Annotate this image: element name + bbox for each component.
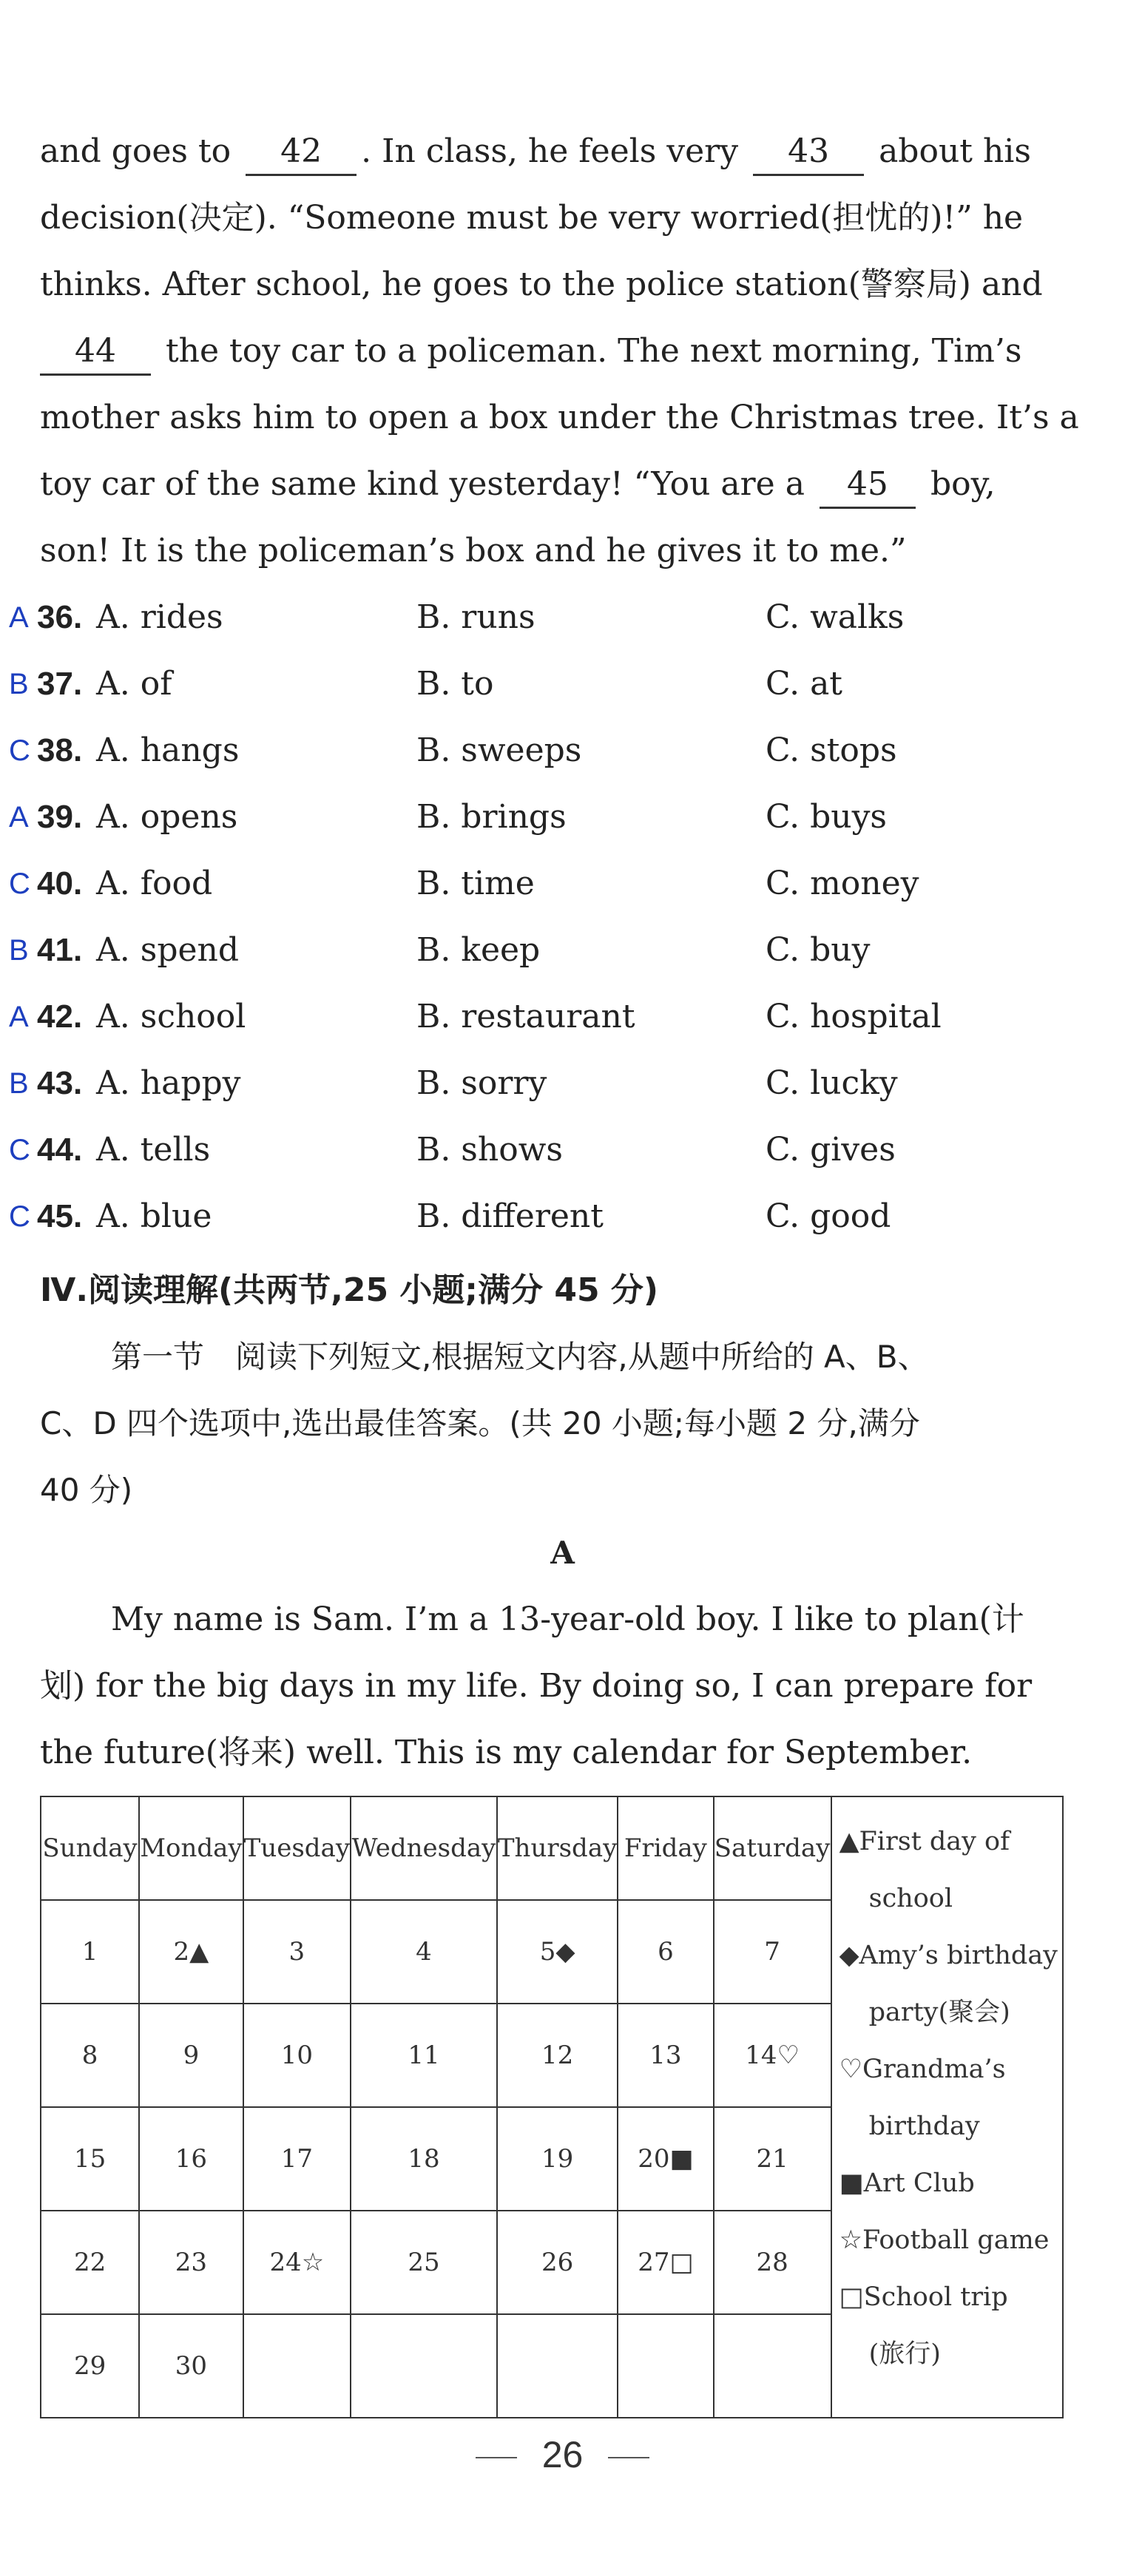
question-number: 37. [37, 666, 83, 702]
calendar-day: 3 [243, 1900, 351, 2004]
instruction-line: C、D 四个选项中,选出最佳答案。(共 20 小题;每小题 2 分,满分 [40, 1405, 920, 1441]
day-header: Saturday [714, 1796, 831, 1900]
day-header: Sunday [41, 1796, 139, 1900]
passage-line: the future(将来) well. This is my calendar for September. [40, 1734, 973, 1771]
calendar-day: 9 [139, 2004, 243, 2107]
option-c: C. hospital [766, 998, 942, 1035]
calendar-day [618, 2314, 713, 2418]
calendar-day: 5◆ [497, 1900, 618, 2004]
calendar-day: 19 [497, 2107, 618, 2211]
option-a: A. of [96, 665, 172, 703]
calendar-day [714, 2314, 831, 2418]
option-b: B. restaurant [416, 998, 635, 1035]
answer-letter: C [9, 1200, 30, 1233]
option-b: B. brings [416, 798, 567, 836]
calendar-day: 24☆ [243, 2211, 351, 2314]
page-footer [0, 2433, 1125, 2476]
passage-heading: A [550, 1535, 575, 1571]
blank-43: 43 [753, 129, 864, 176]
question-number: 45. [37, 1198, 83, 1234]
calendar-day: 28 [714, 2211, 831, 2314]
option-c: C. money [766, 865, 919, 902]
passage-line: mother asks him to open a box under the Christmas tree. It’s a [40, 399, 1079, 436]
calendar-day: 23 [139, 2211, 243, 2314]
page-number: 26 [541, 2434, 584, 2475]
legend-item: ■Art Club [839, 2168, 975, 2198]
answer-letter: C [9, 868, 30, 900]
passage-line: thinks. After school, he goes to the police station(警察局) and [40, 266, 1043, 303]
legend-item: ▲First day of [839, 1827, 1010, 1856]
day-header: Tuesday [243, 1796, 351, 1900]
calendar-day [243, 2314, 351, 2418]
option-a: A. opens [96, 798, 238, 836]
calendar-day: 27□ [618, 2211, 713, 2314]
answer-letter: B [9, 934, 29, 967]
option-b: B. time [416, 865, 535, 902]
question-row [0, 784, 1125, 851]
answer-letter: B [9, 1067, 29, 1100]
day-header: Wednesday [351, 1796, 497, 1900]
question-number: 40. [37, 865, 83, 902]
option-a: A. school [96, 998, 246, 1035]
option-a: A. blue [96, 1197, 212, 1235]
passage-a [40, 1586, 1068, 1786]
option-a: A. tells [96, 1131, 211, 1169]
question-row [0, 851, 1125, 917]
option-c: C. walks [766, 598, 905, 636]
calendar-day: 25 [351, 2211, 497, 2314]
passage-line: 44 the toy car to a policeman. The next morning, Tim’s [40, 318, 1068, 385]
option-b: B. to [416, 665, 494, 703]
option-b: B. shows [416, 1131, 563, 1169]
answer-letter: A [9, 1001, 29, 1033]
answer-letter: C [9, 1134, 30, 1166]
legend-item: □School trip [839, 2282, 1008, 2312]
question-row [0, 651, 1125, 717]
legend-item: school [868, 1884, 953, 1913]
calendar-day: 30 [139, 2314, 243, 2418]
option-c: C. lucky [766, 1064, 898, 1102]
passage-line: decision(决定). “Someone must be very worried(担忧的)!” he [40, 199, 1024, 237]
option-a: A. happy [96, 1064, 241, 1102]
passage-line: and goes to 42 . In class, he feels very 43 about his [40, 118, 1068, 185]
calendar-day: 18 [351, 2107, 497, 2211]
calendar-day: 17 [243, 2107, 351, 2211]
calendar-header-row [41, 1796, 1063, 1900]
option-b: B. different [416, 1197, 604, 1235]
blank-45: 45 [820, 462, 916, 509]
option-c: C. stops [766, 731, 897, 769]
footer-dash [608, 2457, 649, 2458]
section-instructions [40, 1324, 1068, 1524]
question-number: 44. [37, 1132, 83, 1168]
passage-line: son! It is the policeman’s box and he gives it to me.” [40, 532, 907, 569]
calendar-day [497, 2314, 618, 2418]
option-c: C. buy [766, 931, 871, 969]
question-row [0, 984, 1125, 1050]
blank-44: 44 [40, 329, 151, 376]
question-number: 36. [37, 599, 83, 635]
legend-item: ◆Amy’s birthday [839, 1941, 1058, 1970]
option-a: A. rides [96, 598, 223, 636]
day-header: Monday [139, 1796, 243, 1900]
passage-line: My name is Sam. I’m a 13-year-old boy. I like to plan(计 [111, 1600, 1024, 1638]
september-calendar [40, 1796, 1064, 2418]
option-a: A. hangs [96, 731, 240, 769]
calendar-day: 2▲ [139, 1900, 243, 2004]
instruction-line: 40 分) [40, 1472, 133, 1508]
question-row [0, 1050, 1125, 1117]
question-row [0, 917, 1125, 984]
calendar-day: 21 [714, 2107, 831, 2211]
calendar-day: 8 [41, 2004, 139, 2107]
question-row [0, 1117, 1125, 1183]
question-number: 39. [37, 799, 83, 835]
answer-letter: C [9, 734, 30, 767]
option-b: B. keep [416, 931, 541, 969]
answer-letter: A [9, 801, 29, 834]
calendar-day: 20■ [618, 2107, 713, 2211]
question-number: 42. [37, 998, 83, 1035]
instruction-line: 第一节 阅读下列短文,根据短文内容,从题中所给的 A、B、 [111, 1339, 929, 1375]
question-number: 41. [37, 932, 83, 968]
option-a: A. food [96, 865, 213, 902]
answer-letter: B [9, 668, 29, 700]
calendar-day: 1 [41, 1900, 139, 2004]
day-header: Friday [618, 1796, 713, 1900]
calendar-day: 16 [139, 2107, 243, 2211]
calendar-day: 26 [497, 2211, 618, 2314]
passage-line: toy car of the same kind yesterday! “You are a 45 boy, [40, 451, 1068, 518]
option-c: C. buys [766, 798, 888, 836]
calendar-day: 14♡ [714, 2004, 831, 2107]
option-c: C. gives [766, 1131, 896, 1169]
calendar-day: 22 [41, 2211, 139, 2314]
option-b: B. sweeps [416, 731, 582, 769]
calendar-day: 15 [41, 2107, 139, 2211]
legend-item: birthday [868, 2112, 980, 2141]
calendar-day: 4 [351, 1900, 497, 2004]
day-header: Thursday [497, 1796, 618, 1900]
option-c: C. at [766, 665, 842, 703]
option-a: A. spend [96, 931, 240, 969]
calendar-day: 29 [41, 2314, 139, 2418]
calendar-day: 7 [714, 1900, 831, 2004]
passage-continuation [40, 118, 1079, 584]
question-row [0, 584, 1125, 651]
blank-42: 42 [246, 129, 357, 176]
calendar-day: 11 [351, 2004, 497, 2107]
section-title: Ⅳ.阅读理解(共两节,25 小题;满分 45 分) [40, 1271, 658, 1309]
question-row [0, 717, 1125, 784]
question-number: 38. [37, 732, 83, 768]
calendar-day: 12 [497, 2004, 618, 2107]
legend-item: ♡Grandma’s [839, 2055, 1006, 2084]
question-row [0, 1183, 1125, 1250]
calendar-day [351, 2314, 497, 2418]
legend-item: party(聚会) [868, 1998, 1010, 2027]
footer-dash [476, 2457, 517, 2458]
answer-letter: A [9, 601, 29, 634]
option-b: B. sorry [416, 1064, 547, 1102]
legend-item: (旅行) [868, 2339, 941, 2369]
calendar-legend [831, 1796, 1063, 2418]
legend-item: ☆Football game [839, 2225, 1050, 2255]
calendar-day: 13 [618, 2004, 713, 2107]
option-c: C. good [766, 1197, 891, 1235]
question-number: 43. [37, 1065, 83, 1101]
passage-line: 划) for the big days in my life. By doing so, I can prepare for [40, 1667, 1033, 1705]
option-b: B. runs [416, 598, 536, 636]
calendar-day: 6 [618, 1900, 713, 2004]
calendar-day: 10 [243, 2004, 351, 2107]
